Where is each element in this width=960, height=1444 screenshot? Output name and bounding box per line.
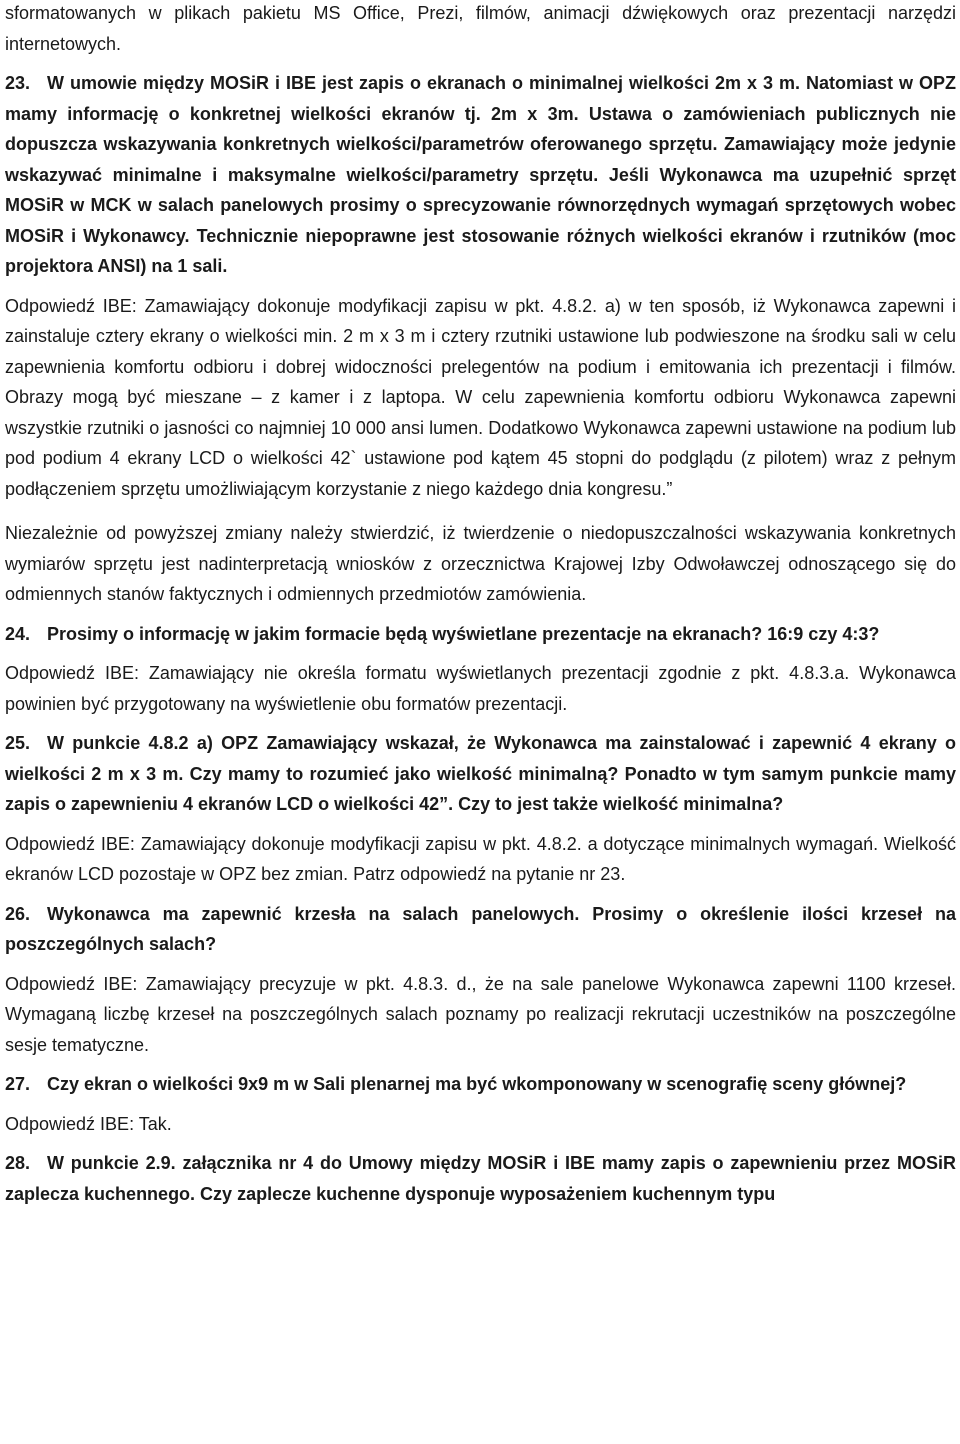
question-number: 28.: [5, 1153, 31, 1173]
question-25: [5, 728, 956, 820]
answer-24: Odpowiedź IBE: Zamawiający nie określa formatu wyświetlanych prezentacji zgodnie z pkt. 4.8.3.a. Wykonawca powinien być przygotowany na wyświetlenie obu formatów prezentacji.: [5, 663, 956, 714]
answer-23: Odpowiedź IBE: Zamawiający dokonuje modyfikacji zapisu w pkt. 4.8.2. a) w ten sposób, iż Wykonawca zapewni i zainstaluje cztery ekrany o wielkości min. 2 m x 3 m i cztery rzutniki ustawione lub podwieszone na środku sali w celu zapewnienia komfortu odbioru i dobrej widoczności prelegentów na podium i emitowania ich prezentacji i filmów. Obrazy mogą być mieszane – z kamer i z laptopa. W celu zapewnienia komfortu odbioru Wykonawca zapewni wszystkie rzutniki o jasności co najmniej 10 000 ansi lumen. Dodatkowo Wykonawca zapewni ustawione na podium lub pod podium 4 ekrany LCD o wielkości 42` ustawione pod kątem 45 stopni do podglądu (z pilotem) wraz z pełnym podłączeniem sprzętu umożliwiającym korzystanie z niego każdego dnia kongresu.”: [5, 295, 956, 499]
question-28-text: W punkcie 2.9. załącznika nr 4 do Umowy między MOSiR i IBE mamy zapis o zapewnieniu przez MOSiR zaplecza kuchennego. Czy zaplecze kuchenne dysponuje wyposażeniem kuchennym typu: [5, 1153, 956, 1204]
question-23-part2: Ustawa o zamówieniach publicznych nie dopuszcza wskazywania konkretnych wielkości/parametrów oferowanego sprzętu. Zamawiający może jedynie wskazywać minimalne i maksymalne wielkości/parametry sprzętu. Jeśli Wykonawca ma uzupełnić sprzęt MOSiR w MCK w salach panelowych prosimy o sprecyzowanie równorzędnych wymagań sprzętowych wobec MOSiR i Wykonawcy. Technicznie niepoprawne jest stosowanie różnych wielkości ekranów i rzutników (moc projektora ANSI) na 1 sali.: [5, 103, 956, 276]
intro-paragraph: sformatowanych w plikach pakietu MS Office, Prezi, filmów, animacji dźwiękowych oraz prezentacji narzędzi internetowych.: [5, 3, 956, 54]
question-25-text: W punkcie 4.8.2 a) OPZ Zamawiający wskazał, że Wykonawca ma zainstalować i zapewnić 4 ekrany o wielkości 2 m x 3 m. Czy mamy to rozumieć jako wielkość minimalną? Ponadto w tym samym punkcie mamy zapis o zapewnieniu 4 ekranów LCD o wielkości 42”. Czy to jest także wielkość minimalna?: [5, 733, 956, 814]
question-number: 27.: [5, 1074, 31, 1094]
note-23: Niezależnie od powyższej zmiany należy stwierdzić, iż twierdzenie o niedopuszczalności wskazywania konkretnych wymiarów sprzętu jest nadinterpretacją wniosków z orzecznictwa Krajowej Izby Odwoławczej odnoszącego się do odmiennych stanów faktycznych i odmiennych przedmiotów zamówienia.: [5, 523, 956, 604]
question-number: 24.: [5, 623, 31, 644]
question-26-text: Wykonawca ma zapewnić krzesła na salach panelowych. Prosimy o określenie ilości krzeseł na poszczególnych salach?: [5, 903, 956, 954]
answer-25: Odpowiedź IBE: Zamawiający dokonuje modyfikacji zapisu w pkt. 4.8.2. a dotyczące minimalnych wymagań. Wielkość ekranów LCD pozostaje w OPZ bez zmian. Patrz odpowiedź na pytanie nr 23.: [5, 833, 956, 884]
question-number: 23.: [5, 73, 31, 93]
question-23: [5, 68, 956, 282]
question-24-text: Prosimy o informację w jakim formacie będą wyświetlane prezentacje na ekranach? 16:9 czy 4:3?: [47, 623, 880, 644]
question-24: [5, 619, 956, 650]
answer-26: Odpowiedź IBE: Zamawiający precyzuje w pkt. 4.8.3. d., że na sale panelowe Wykonawca zapewni 1100 krzeseł. Wymaganą liczbę krzeseł na poszczególnych salach poznamy po realizacji rekrutacji uczestników na poszczególne sesje tematyczne.: [5, 973, 956, 1055]
answer-27: Odpowiedź IBE: Tak.: [5, 1113, 172, 1134]
question-26: [5, 899, 956, 960]
question-28: [5, 1148, 956, 1209]
question-27-text: Czy ekran o wielkości 9x9 m w Sali plenarnej ma być wkomponowany w scenografię sceny głównej?: [47, 1074, 907, 1094]
question-number: 25.: [5, 733, 31, 753]
question-27: [5, 1069, 956, 1100]
question-number: 26.: [5, 903, 31, 924]
question-23-part1: W umowie między MOSiR i IBE jest zapis o ekranach o minimalnej wielkości 2m x 3 m. Natomiast w OPZ mamy informację o konkretnej wielkości ekranów tj. 2m x 3m.: [5, 73, 956, 124]
